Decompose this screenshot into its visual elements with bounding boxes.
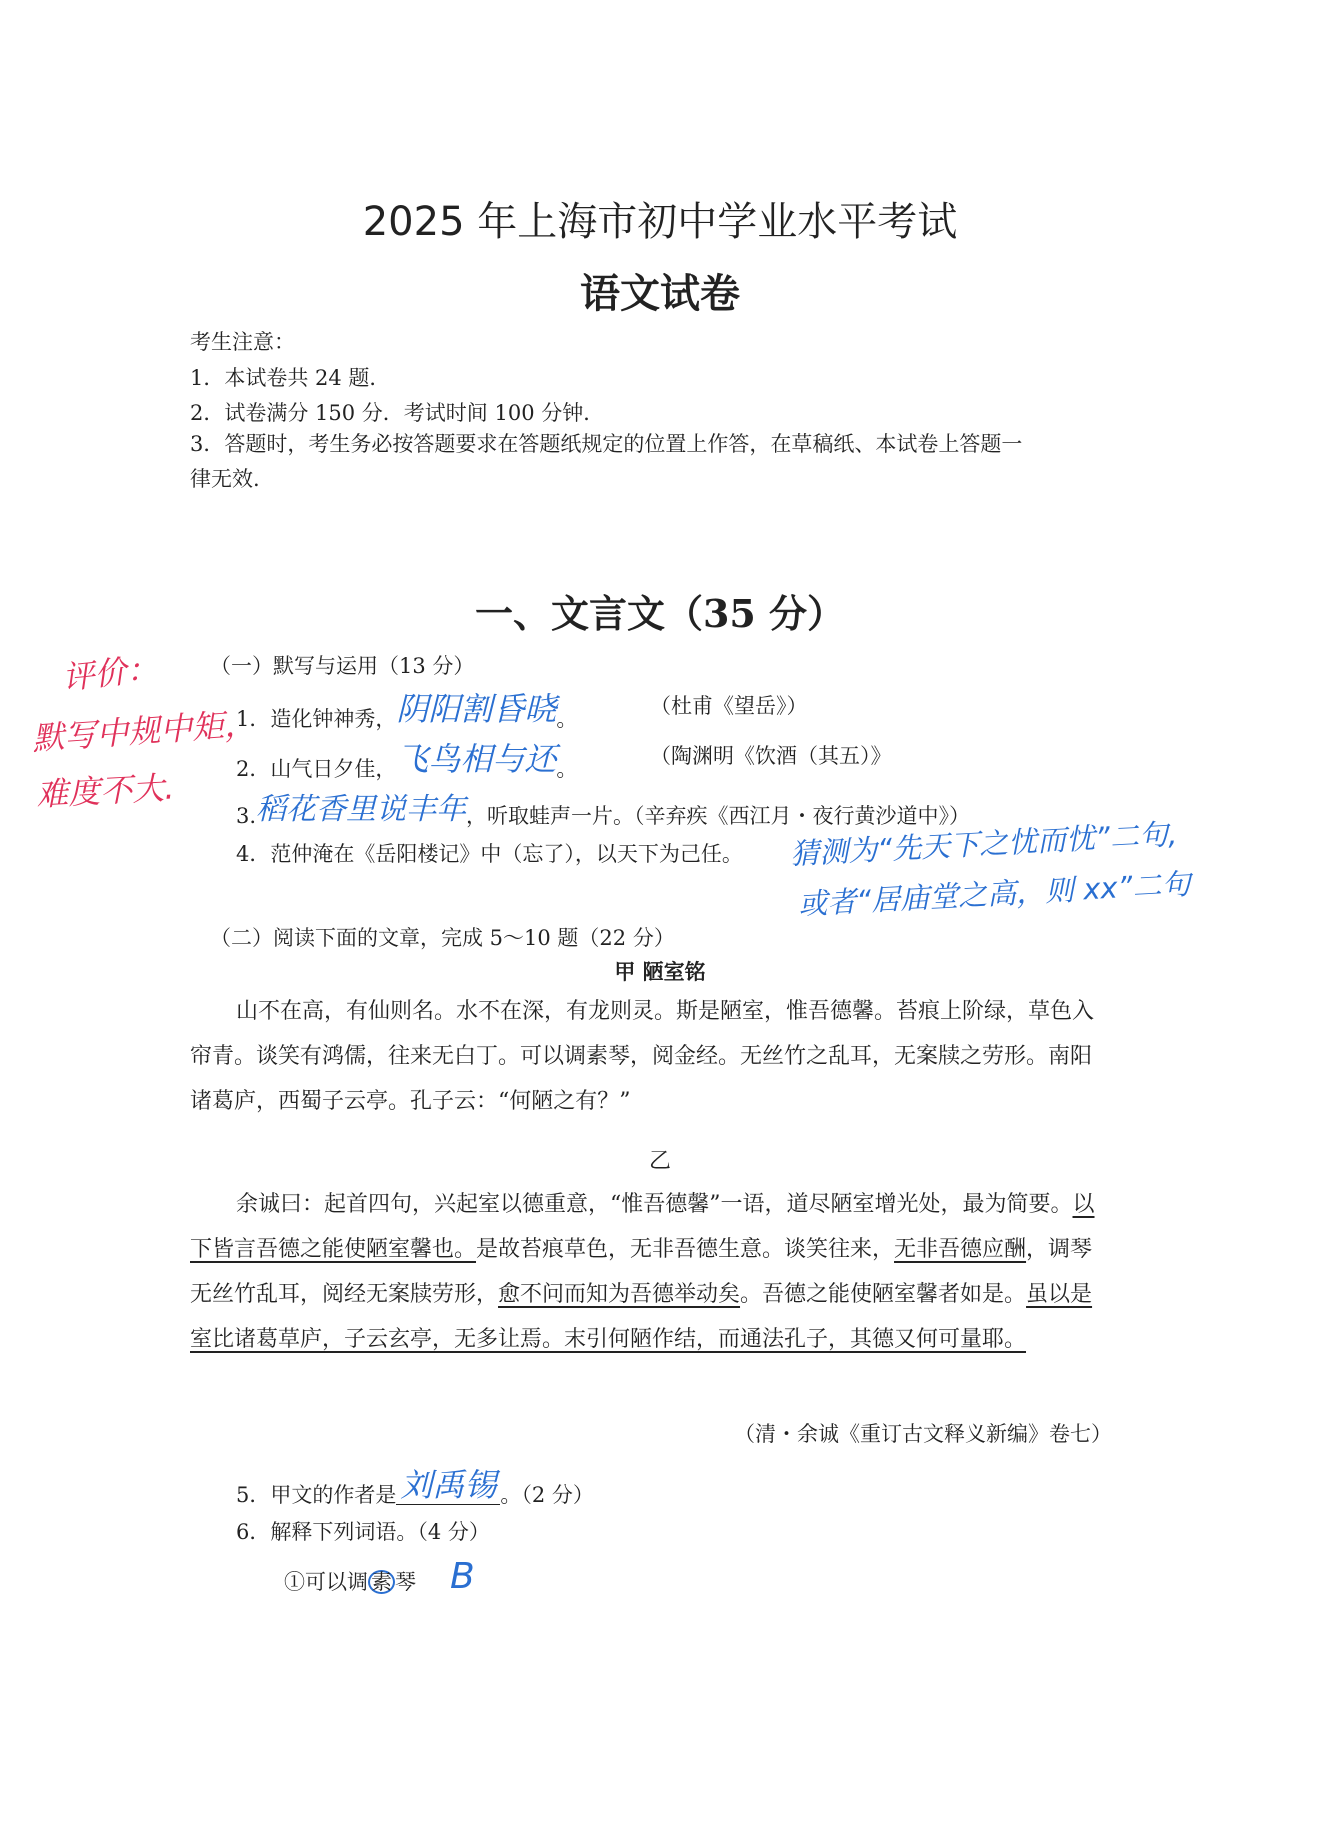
guess-annotation-line2: 或者“居庙堂之高，则 xx”二句 bbox=[797, 866, 1192, 922]
text-b-sentence: ，调琴无丝竹乱耳，阅经无案牍劳形， bbox=[190, 1237, 1093, 1307]
question-3 bbox=[236, 788, 970, 832]
question-3-suffix: ，听取蛙声一片。（辛弃疾《西江月・夜行黄沙道中》） bbox=[466, 804, 971, 828]
text-b-body bbox=[190, 1182, 1095, 1362]
question-1-answer: 阴阳割昏晓 bbox=[396, 690, 557, 728]
question-2-prefix: 2．山气日夕佳， bbox=[236, 757, 397, 781]
question-1-source: （杜甫《望岳》） bbox=[650, 694, 808, 718]
part1-heading: （一）默写与运用（13 分） bbox=[210, 654, 475, 678]
question-3-answer: 稻花香里说丰年 bbox=[256, 792, 467, 827]
question-5-answer: 刘禹锡 bbox=[396, 1466, 500, 1505]
question-6-item-1-post: 琴 bbox=[395, 1570, 416, 1594]
evaluation-annotation-line1: 评价： bbox=[60, 649, 160, 697]
evaluation-annotation-line3: 难度不大. bbox=[35, 768, 176, 814]
exam-title: 2025 年上海市初中学业水平考试 bbox=[362, 199, 958, 245]
question-2-suffix: 。 bbox=[556, 757, 578, 781]
question-6-item-1-answer: B bbox=[450, 1556, 475, 1597]
section-title: 一、文言文（35 分） bbox=[474, 591, 846, 636]
question-2-source: （陶渊明《饮酒（其五）》 bbox=[650, 744, 892, 768]
guess-annotation-line1: 猜测为“先天下之忧而忧”二句, bbox=[789, 816, 1178, 872]
question-5-prefix: 5．甲文的作者是 bbox=[236, 1483, 397, 1507]
text-a-body: 山不在高，有仙则名。水不在深，有龙则灵。斯是陋室，惟吾德馨。苔痕上阶绿，草色入帘青。谈笑有鸿儒，往来无白丁。可以调素琴，阅金经。无丝竹之乱耳，无案牍之劳形。南阳诸葛庐，西蜀子云亭。孔子云：“何陋之有？” bbox=[190, 999, 1095, 1114]
text-b-title: 乙 bbox=[648, 1149, 671, 1174]
exam-subtitle: 语文试卷 bbox=[580, 270, 740, 317]
question-5-suffix: 。（2 分） bbox=[500, 1483, 594, 1507]
notice-item-1: 1．本试卷共 24 题． bbox=[190, 366, 391, 390]
question-3-prefix: 3. bbox=[236, 804, 257, 828]
text-b-underlined: 无非吾德应酬 bbox=[894, 1237, 1027, 1262]
text-a-title: 甲 陋室铭 bbox=[614, 959, 706, 984]
part2-heading: （二）阅读下面的文章，完成 5～10 题（22 分） bbox=[210, 926, 675, 950]
text-b-sentence: 是故苔痕草色，无非吾德生意。谈笑往来， bbox=[476, 1237, 895, 1262]
question-6: 6．解释下列词语。（4 分） bbox=[236, 1520, 490, 1544]
text-b-source: （清・余诚《重订古文释义新编》卷七） bbox=[734, 1422, 1112, 1446]
question-2-answer: 飞鸟相与还 bbox=[396, 740, 557, 778]
notice-heading: 考生注意： bbox=[190, 330, 295, 354]
question-1 bbox=[236, 690, 577, 736]
evaluation-annotation-line2: 默写中规中矩， bbox=[31, 704, 258, 758]
question-6-item-1-pre: ①可以调 bbox=[284, 1570, 368, 1594]
notice-item-2: 2．试卷满分 150 分．考试时间 100 分钟． bbox=[190, 401, 605, 425]
notice-item-3: 3．答题时，考生务必按答题要求在答题纸规定的位置上作答，在草稿纸、本试卷上答题一 bbox=[190, 432, 1023, 456]
text-b-sentence: 余诚曰：起首四句，兴起室以德重意，“惟吾德馨”一语，道尽陋室增光处，最为简要。 bbox=[236, 1192, 1073, 1217]
text-b-underlined: 虽以是室比诸葛草庐，子云玄亭，无多让焉。末引何陋作结，而通法孔子，其德又何可量耶。 bbox=[190, 1282, 1093, 1352]
question-5 bbox=[236, 1466, 594, 1512]
question-4: 4．范仲淹在《岳阳楼记》中（忘了），以天下为己任。 bbox=[236, 842, 743, 866]
question-1-prefix: 1．造化钟神秀， bbox=[236, 707, 397, 731]
notice-item-4: 律无效. bbox=[190, 467, 260, 491]
question-6-item-1 bbox=[284, 1566, 416, 1596]
text-b-sentence: 。吾德之能使陋室馨者如是。 bbox=[740, 1282, 1027, 1307]
question-2 bbox=[236, 740, 577, 786]
question-1-suffix: 。 bbox=[556, 707, 578, 731]
text-b-underlined: 以下皆言吾德之能使陋室馨也。 bbox=[190, 1192, 1095, 1262]
circled-character: 素 bbox=[368, 1570, 395, 1594]
text-b-underlined: 愈不问而知为吾德举动矣 bbox=[498, 1282, 741, 1307]
